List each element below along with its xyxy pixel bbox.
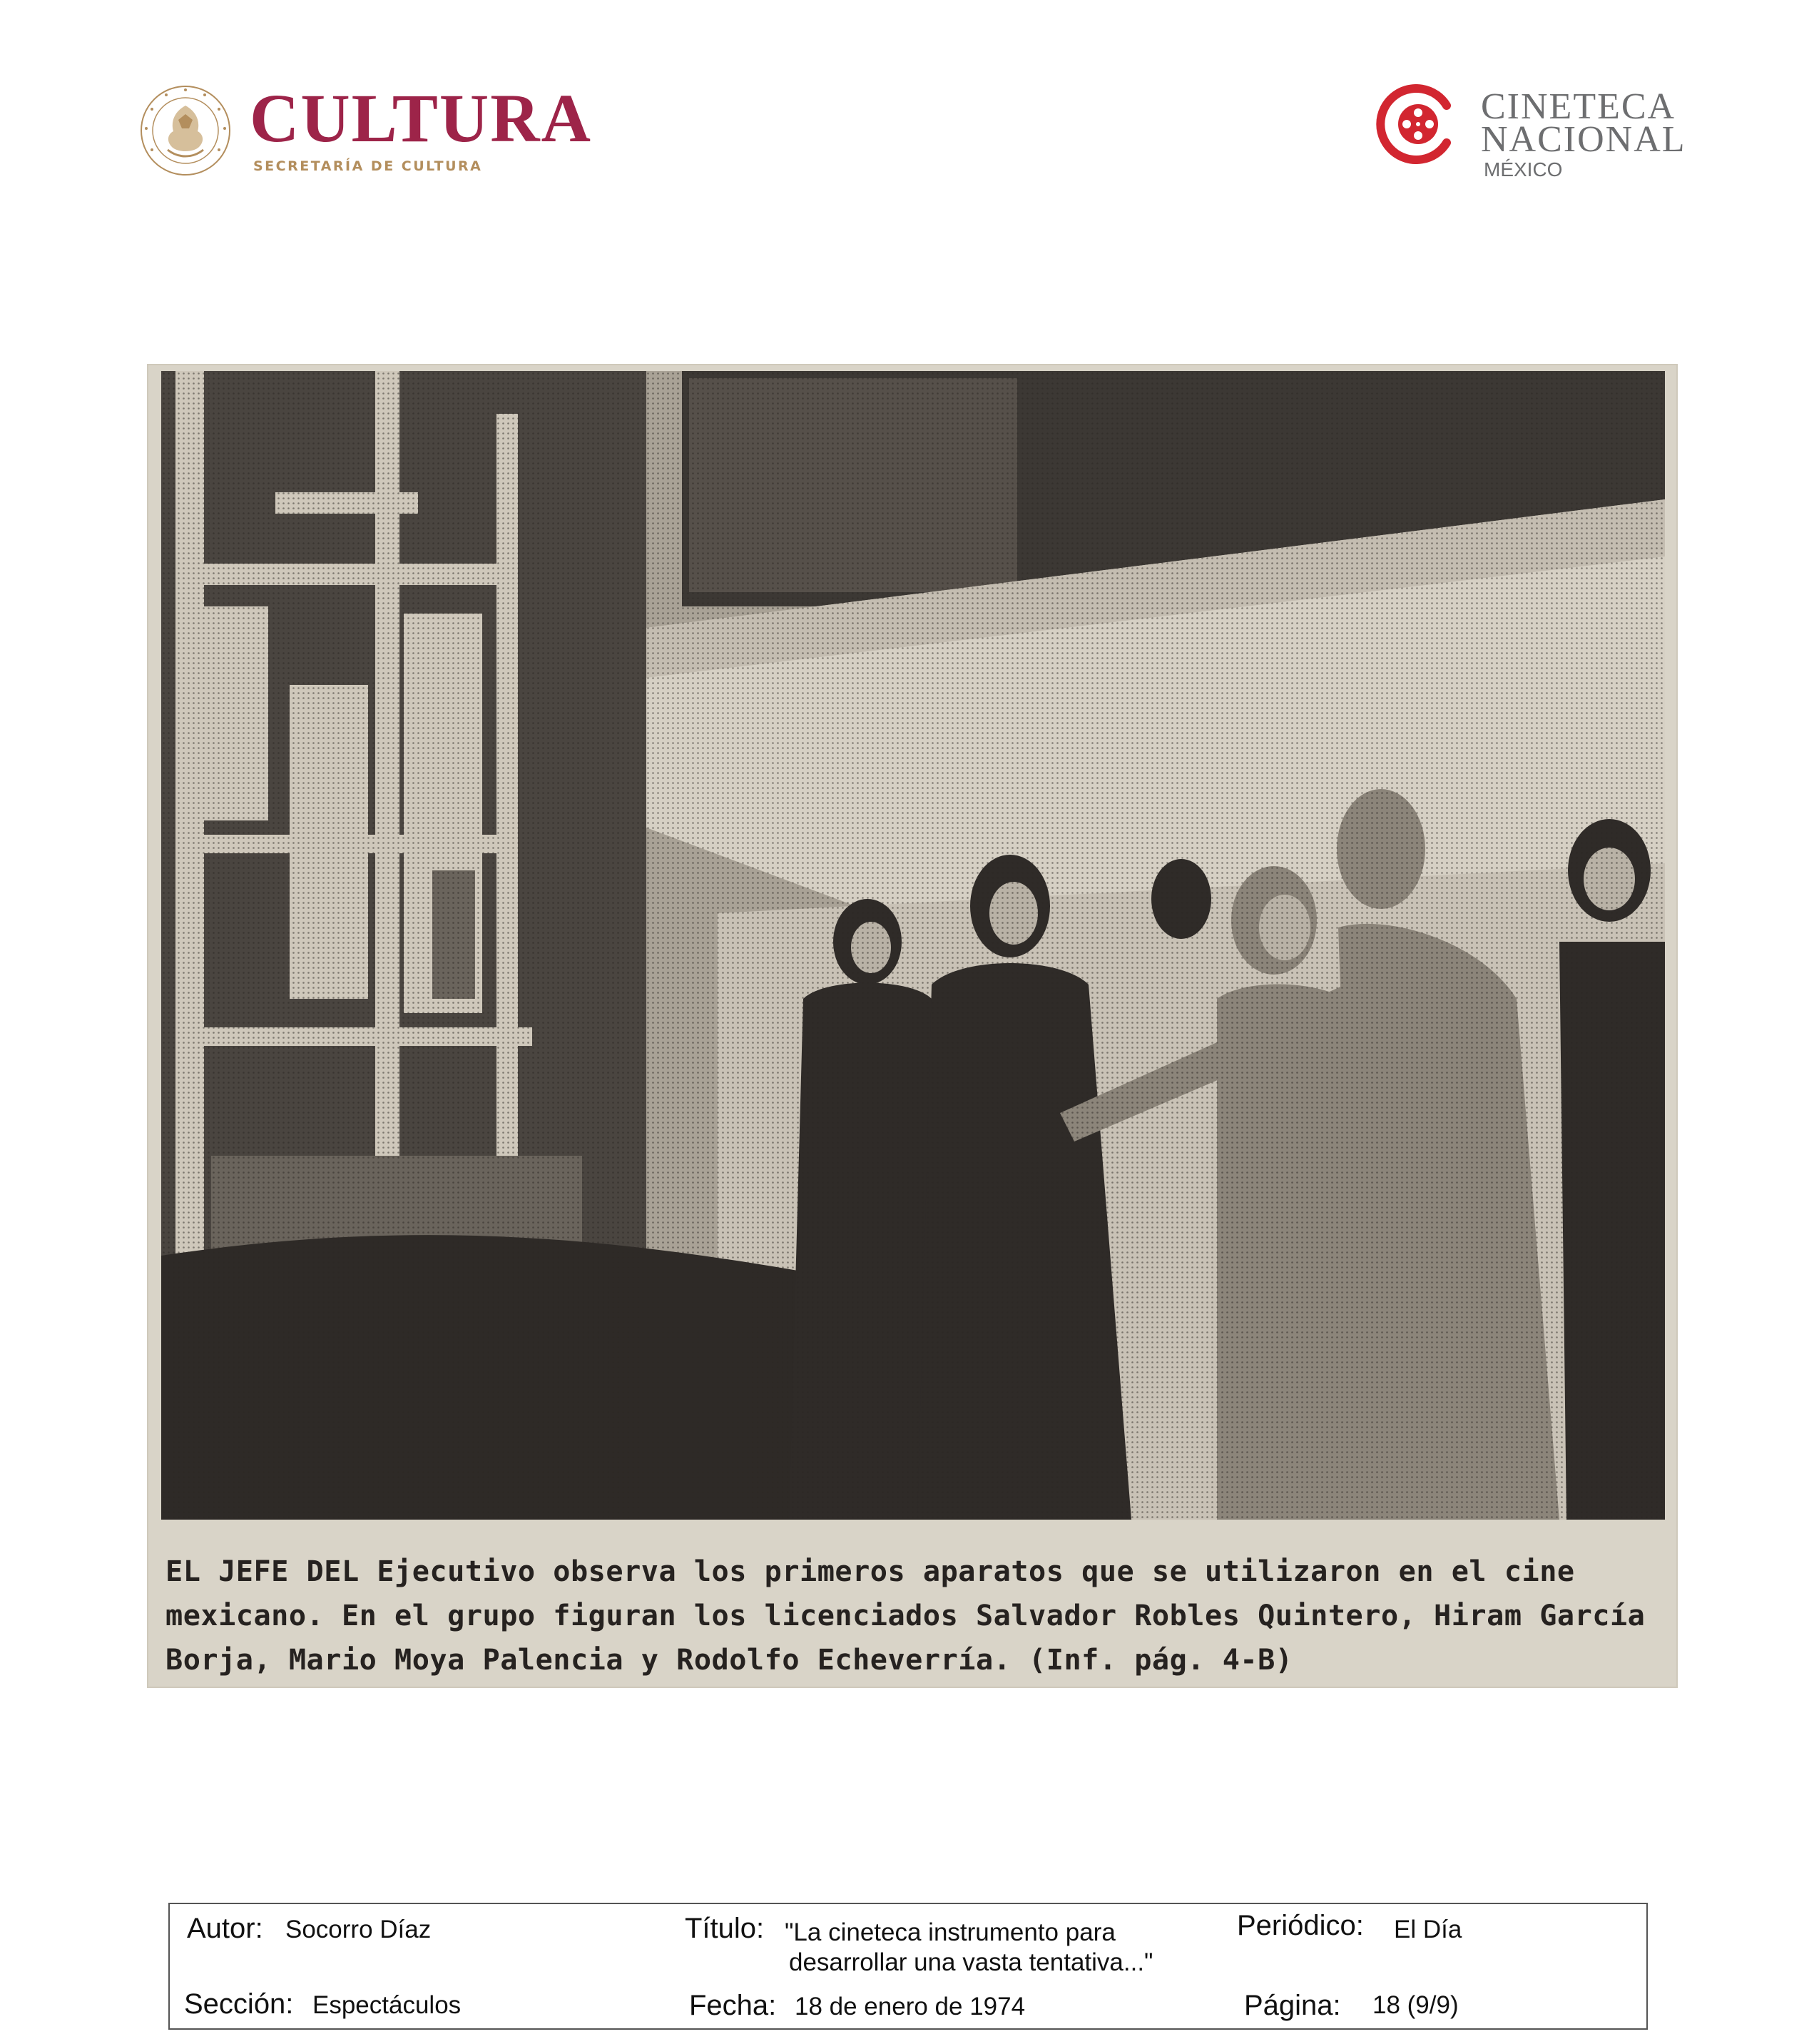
cineteca-line-1: CINETECA [1481,86,1676,127]
pagina-label: Página: [1244,1990,1341,2021]
archive-record-box [168,1903,1648,2030]
mexican-seal-icon [139,84,232,177]
cineteca-country: MÉXICO [1484,158,1563,180]
cultura-wordmark: CULTURA [250,80,592,156]
pagina-value: 18 (9/9) [1372,1991,1459,2019]
autor-label: Autor: [187,1913,263,1944]
titulo-value-line1: "La cineteca instrumento para [785,1918,1116,1946]
periodico-label: Periódico: [1237,1910,1364,1941]
seccion-label: Sección: [184,1988,294,2020]
newspaper-clipping [148,365,1676,1687]
cineteca-line-2: NACIONAL [1481,119,1686,160]
cineteca-logo [1375,84,1689,184]
fecha-label: Fecha: [689,1990,777,2021]
fecha-value: 18 de enero de 1974 [795,1993,1026,2020]
titulo-label: Título: [685,1913,765,1944]
cultura-logo [139,80,624,184]
photo-caption: EL JEFE DEL Ejecutivo observa los primeros aparatos que se utilizaron en el cine mexicano. En el grupo figuran los licenciados Salvador Robles Quintero, Hiram García Borja, Mario Moya Palencia y Rodolfo Echeverría. (Inf. pág. 4-B) [165,1555,1646,1677]
film-reel-icon [1375,84,1455,164]
titulo-value-line2: desarrollar una vasta tentativa..." [789,1948,1153,1976]
seccion-value: Espectáculos [312,1991,462,2019]
periodico-value: El Día [1394,1916,1462,1943]
halftone-photograph [161,371,1665,1520]
autor-value: Socorro Díaz [285,1916,432,1943]
cultura-subtitle: SECRETARÍA DE CULTURA [253,158,483,174]
